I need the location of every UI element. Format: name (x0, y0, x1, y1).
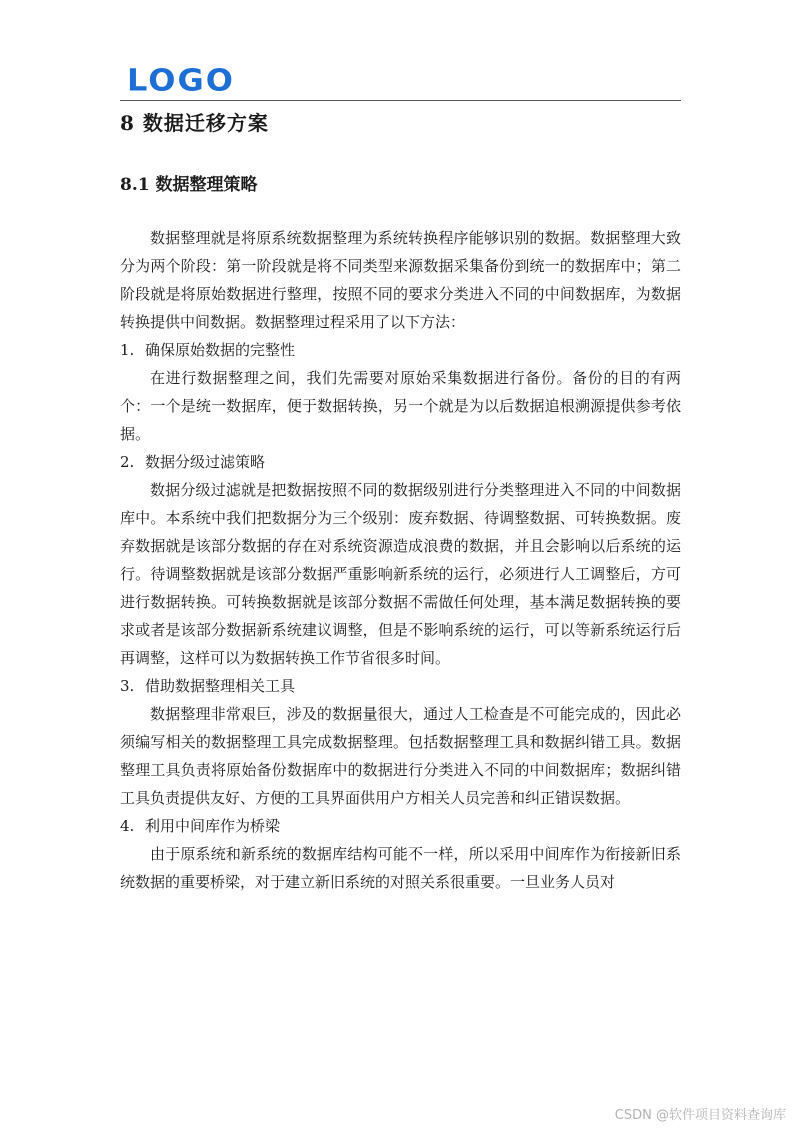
list-item-title: 确保原始数据的完整性 (145, 341, 296, 359)
list-item-heading (120, 448, 681, 476)
document-body (120, 108, 681, 896)
list-item-number: 2. (120, 453, 135, 471)
list-item-title: 利用中间库作为桥梁 (145, 817, 281, 835)
list-item-heading (120, 336, 681, 364)
list-item-number: 3. (120, 677, 135, 695)
watermark: CSDN @软件项目资料查询库 (614, 1108, 786, 1123)
subsection-title: 8.1 数据整理策略 (120, 175, 258, 195)
list-item-paragraph: 数据分级过滤就是把数据按照不同的数据级别进行分类整理进入不同的中间数据库中。本系统中我们把数据分为三个级别：废弃数据、待调整数据、可转换数据。废弃数据就是该部分数据的存在对系统资源造成浪费的数据，并且会影响以后系统的运行。待调整数据就是该部分数据严重影响新系统的运行，必须进行人工调整后，方可进行数据转换。可转换数据就是该部分数据不需做任何处理，基本满足数据转换的要求或者是该部分数据新系统建议调整，但是不影响系统的运行，可以等新系统运行后再调整，这样可以为数据转换工作节省很多时间。 (120, 481, 681, 667)
list-item-paragraph: 数据整理非常艰巨，涉及的数据量很大，通过人工检查是不可能完成的，因此必须编写相关的数据整理工具完成数据整理。包括数据整理工具和数据纠错工具。数据整理工具负责将原始备份数据库中的数据进行分类进入不同的中间数据库；数据纠错工具负责提供友好、方便的工具界面供用户方相关人员完善和纠正错误数据。 (120, 705, 681, 807)
list-item-title: 数据分级过滤策略 (145, 453, 266, 471)
list-item-paragraph: 在进行数据整理之间，我们先需要对原始采集数据进行备份。备份的目的有两个：一个是统一数据库，便于数据转换，另一个就是为以后数据追根溯源提供参考依据。 (120, 369, 681, 443)
list-item-title: 借助数据整理相关工具 (145, 677, 296, 695)
list-item-heading (120, 672, 681, 700)
list-item-heading (120, 812, 681, 840)
list-item-paragraph: 由于原系统和新系统的数据库结构可能不一样，所以采用中间库作为衔接新旧系统数据的重要桥梁，对于建立新旧系统的对照关系很重要。一旦业务人员对 (120, 845, 681, 891)
logo: LOGO (127, 61, 235, 99)
header-divider (120, 100, 681, 101)
list-item-number: 4. (120, 817, 135, 835)
list-item-number: 1. (120, 341, 135, 359)
intro-paragraph: 数据整理就是将原系统数据整理为系统转换程序能够识别的数据。数据整理大致分为两个阶段：第一阶段就是将不同类型来源数据采集备份到统一的数据库中；第二阶段就是将原始数据进行整理，按照不同的要求分类进入不同的中间数据库，为数据转换提供中间数据。数据整理过程采用了以下方法： (120, 229, 681, 331)
section-title: 8 数据迁移方案 (120, 111, 269, 135)
